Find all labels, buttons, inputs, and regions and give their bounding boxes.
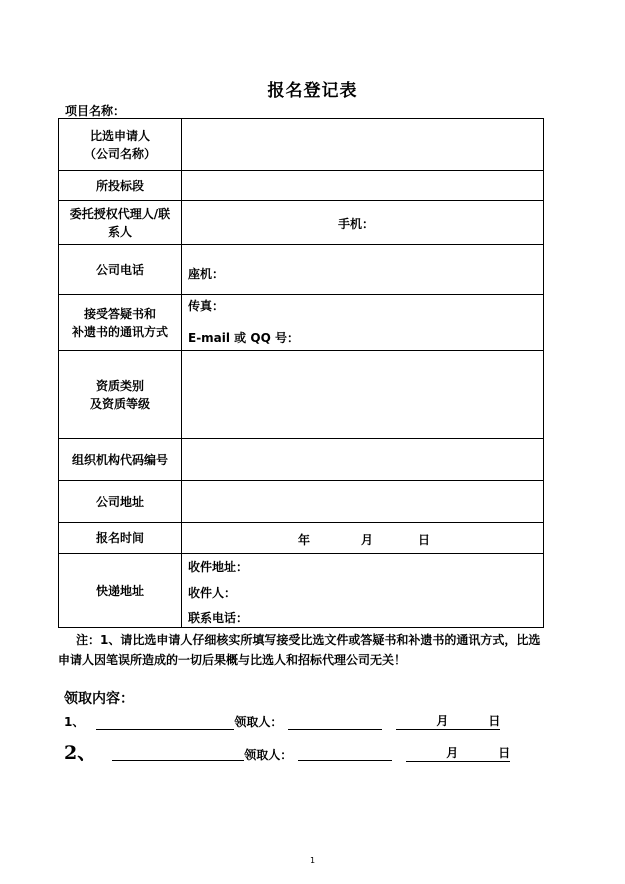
receive-row-2 [64, 738, 510, 765]
express-field[interactable] [182, 554, 544, 628]
month-label: 月 [361, 533, 374, 547]
item-number: 1、 [64, 715, 85, 729]
recv-addr-label: 收件地址： [188, 560, 249, 574]
recipient-label: 收件人： [188, 586, 237, 600]
agent-field[interactable] [182, 201, 544, 245]
content-blank[interactable] [96, 728, 234, 730]
year-label: 年 [298, 533, 311, 547]
table-row [59, 201, 544, 245]
fax-label: 传真： [188, 299, 225, 313]
agent-label: 委托授权代理人/联 系人 [59, 201, 182, 245]
contact-phone-label: 联系电话： [188, 611, 249, 625]
receiver-label: 领取人： [234, 715, 283, 729]
note-text: 注：1、请比选申请人仔细核实所填写接受比选文件或答疑书和补遗书的通讯方式，比选申请人因笔误所造成的一切后果概与比选人和招标代理公司无关！ [58, 633, 541, 667]
content-blank[interactable] [112, 759, 244, 761]
landline-label: 座机： [188, 267, 225, 281]
address-label: 公司地址 [59, 481, 182, 523]
table-row [59, 119, 544, 171]
section-label: 所投标段 [59, 171, 182, 201]
table-row [59, 171, 544, 201]
org-code-label: 组织机构代码编号 [59, 439, 182, 481]
org-code-field[interactable] [182, 439, 544, 481]
reg-time-label: 报名时间 [59, 523, 182, 554]
month-blank[interactable]: 月 [406, 744, 458, 762]
month-blank[interactable]: 月 [396, 712, 448, 730]
registration-form-table [58, 118, 544, 628]
applicant-label: 比选申请人 （公司名称） [59, 119, 182, 171]
table-row [59, 351, 544, 439]
company-phone-label: 公司电话 [59, 245, 182, 295]
contact-method-field[interactable] [182, 295, 544, 351]
page-number: 1 [309, 856, 316, 865]
qualification-label: 资质类别 及资质等级 [59, 351, 182, 439]
company-phone-field[interactable] [182, 245, 544, 295]
section-field[interactable] [182, 171, 544, 201]
express-label: 快递地址 [59, 554, 182, 628]
day-blank[interactable]: 日 [458, 744, 510, 762]
reg-time-field[interactable] [182, 523, 544, 554]
table-row [59, 245, 544, 295]
table-row [59, 523, 544, 554]
applicant-field[interactable] [182, 119, 544, 171]
project-name-label: 项目名称： [65, 104, 126, 118]
qualification-field[interactable] [182, 351, 544, 439]
address-field[interactable] [182, 481, 544, 523]
item-number: 2、 [64, 742, 97, 764]
table-row [59, 295, 544, 351]
page-title: 报名登记表 [267, 81, 358, 101]
table-row [59, 481, 544, 523]
receiver-label: 领取人： [244, 748, 293, 762]
table-row [59, 439, 544, 481]
day-label: 日 [418, 533, 431, 547]
table-row [59, 554, 544, 628]
receive-title: 领取内容： [64, 691, 134, 707]
receiver-blank[interactable] [298, 759, 392, 761]
day-blank[interactable]: 日 [448, 712, 500, 730]
receive-row-1 [64, 712, 500, 730]
email-label: E-mail 或 QQ 号： [188, 331, 299, 345]
mobile-label: 手机： [338, 217, 375, 231]
receiver-blank[interactable] [288, 728, 382, 730]
contact-method-label: 接受答疑书和 补遗书的通讯方式 [59, 295, 182, 351]
